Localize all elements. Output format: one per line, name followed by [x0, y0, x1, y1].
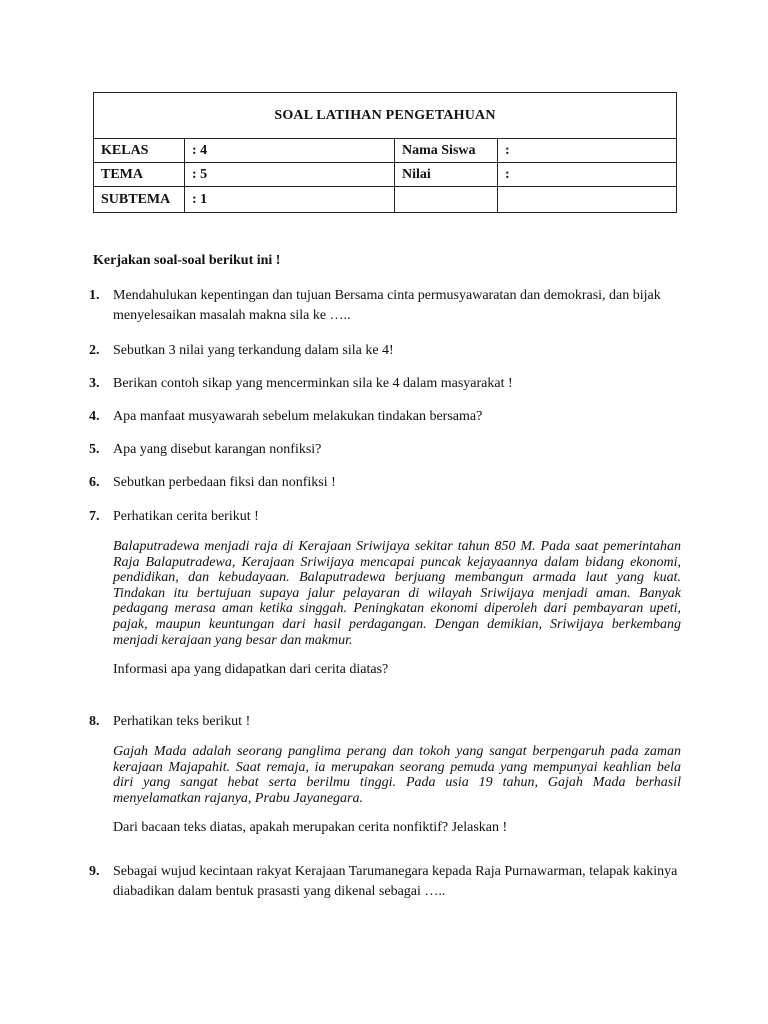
question-item: [89, 286, 681, 326]
story-passage: Balaputradewa menjadi raja di Kerajaan Sriwijaya sekitar tahun 850 M. Pada saat pemerintahan Raja Balaputradewa, Kerajaan Sriwijaya mencapai puncak kejayaannya dalam bidang ekonomi, pendidikan, dan kebudayaan. Balaputradewa berjuang membangun armada laut yang kuat. Tindakan itu bertujuan supaya jalur pelayaran di wilayah Sriwijaya menjadi aman. Banyak pedagang merasa aman ketika singgah. Peningkatan ekonomi diperoleh dari pembayaran upeti, pajak, maupun keuntungan dari hasil perdagangan. Dengan demikian, Sriwijaya berkembang menjadi kerajaan yang besar dan makmur.: [113, 539, 681, 648]
instruction-text: Kerjakan soal-soal berikut ini !: [93, 253, 281, 268]
question-text: Perhatikan teks berikut !: [113, 714, 251, 729]
subtema-label: SUBTEMA: [94, 187, 185, 213]
question-text: Sebutkan 3 nilai yang terkandung dalam sila ke 4!: [113, 343, 394, 358]
nama-siswa-label: Nama Siswa: [395, 139, 498, 163]
empty-cell: [498, 187, 677, 213]
question-number: 9.: [89, 864, 100, 879]
worksheet-title: SOAL LATIHAN PENGETAHUAN: [94, 93, 677, 139]
question-item: [89, 374, 681, 394]
question-text: Berikan contoh sikap yang mencerminkan sila ke 4 dalam masyarakat !: [113, 376, 513, 391]
question-text: Perhatikan cerita berikut !: [113, 509, 259, 524]
question-number: 6.: [89, 475, 100, 490]
question-number: 5.: [89, 442, 100, 457]
question-followup: Dari bacaan teks diatas, apakah merupakan cerita nonfiktif? Jelaskan !: [113, 820, 508, 836]
nama-siswa-value: :: [498, 139, 677, 163]
story-passage: Gajah Mada adalah seorang panglima perang dan tokoh yang sangat berpengaruh pada zaman kerajaan Majapahit. Saat remaja, ia merupakan seorang pemuda yang mempunyai keahlian bela diri yang sangat hebat serta berilmu tinggi. Pada usia 19 tahun, Gajah Mada berhasil menyelamatkan rajanya, Prabu Jayanegara.: [113, 744, 681, 806]
question-item: [89, 507, 681, 680]
header-row-kelas: [94, 139, 677, 163]
question-item: [89, 712, 681, 838]
kelas-value: : 4: [185, 139, 395, 163]
question-item: [89, 407, 681, 427]
question-number: 2.: [89, 343, 100, 358]
question-text: Sebagai wujud kecintaan rakyat Kerajaan Tarumanegara kepada Raja Purnawarman, telapak kakinya diabadikan dalam bentuk prasasti yang dikenal sebagai …..: [113, 864, 678, 899]
header-row-tema: [94, 163, 677, 187]
header-row-subtema: [94, 187, 677, 213]
header-table: [93, 92, 677, 213]
nilai-value: :: [498, 163, 677, 187]
question-item: [89, 341, 681, 361]
question-number: 8.: [89, 714, 100, 729]
kelas-label: KELAS: [94, 139, 185, 163]
tema-value: : 5: [185, 163, 395, 187]
question-item: [89, 862, 681, 902]
question-number: 3.: [89, 376, 100, 391]
question-item: [89, 440, 681, 460]
question-text: Mendahulukan kepentingan dan tujuan Bersama cinta permusyawaratan dan demokrasi, dan bijak menyelesaikan masalah makna sila ke …..: [113, 288, 661, 323]
nilai-label: Nilai: [395, 163, 498, 187]
question-number: 4.: [89, 409, 100, 424]
empty-cell: [395, 187, 498, 213]
tema-label: TEMA: [94, 163, 185, 187]
question-text: Apa manfaat musyawarah sebelum melakukan tindakan bersama?: [113, 409, 483, 424]
question-text: Apa yang disebut karangan nonfiksi?: [113, 442, 322, 457]
subtema-value: : 1: [185, 187, 395, 213]
question-number: 7.: [89, 509, 100, 524]
question-item: [89, 473, 681, 493]
question-followup: Informasi apa yang didapatkan dari cerita diatas?: [113, 662, 389, 678]
question-number: 1.: [89, 288, 100, 303]
question-text: Sebutkan perbedaan fiksi dan nonfiksi !: [113, 475, 336, 490]
